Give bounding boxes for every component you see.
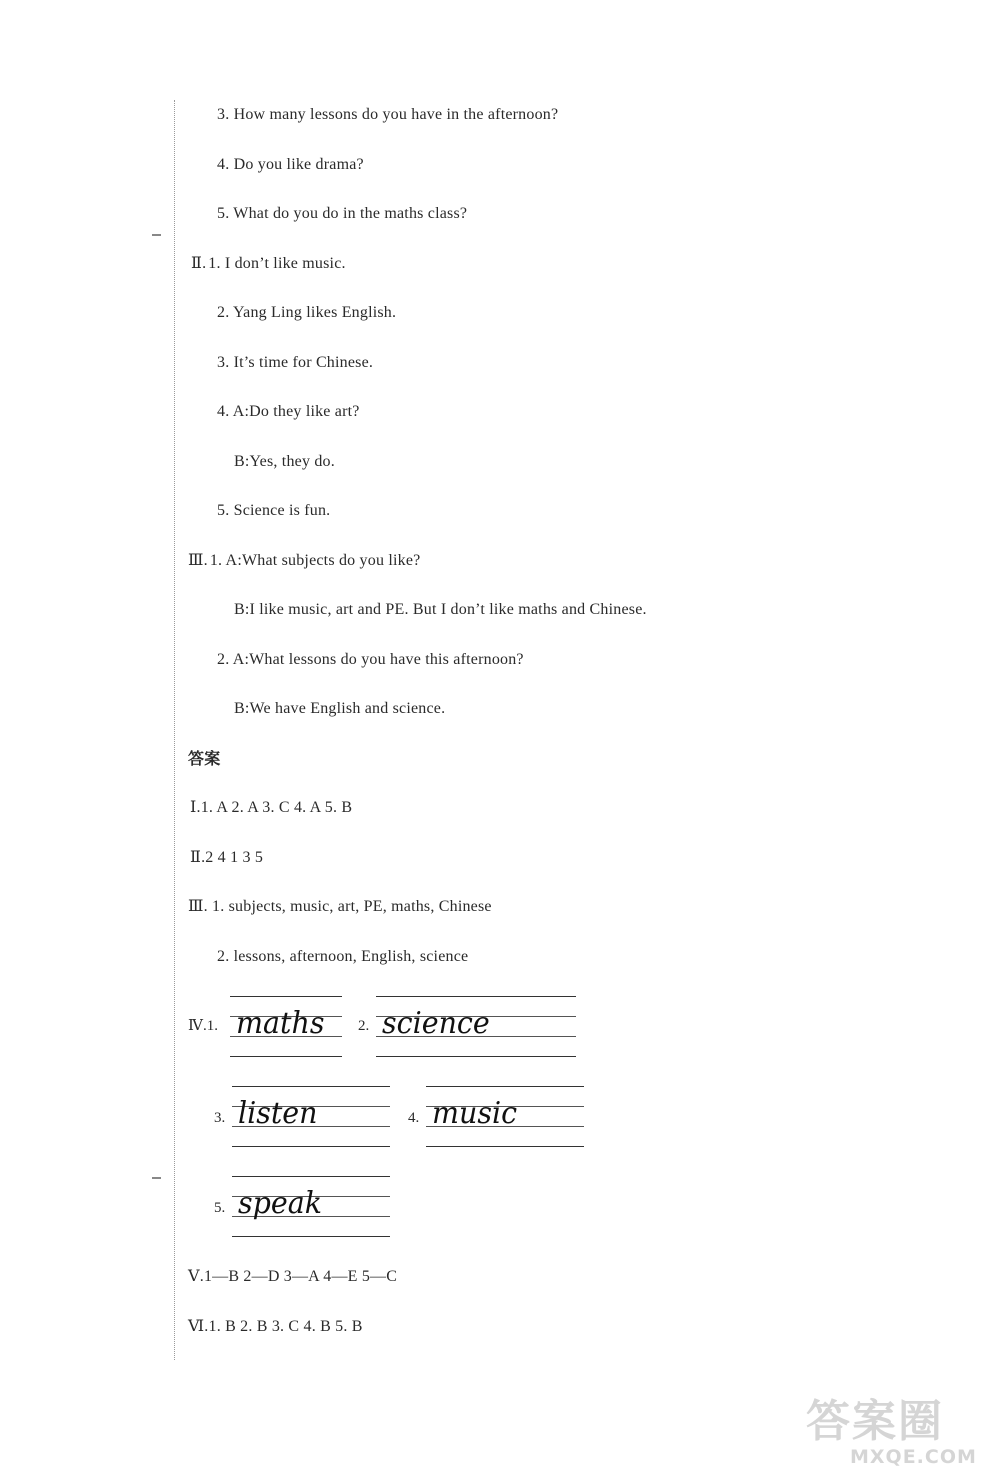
answer-line: Ⅰ.1. A 2. A 3. C 4. A 5. B: [190, 799, 353, 816]
section-label: Ⅲ.: [188, 552, 208, 569]
watermark-logo-text: 答案圈: [806, 1396, 944, 1447]
handwritten-word: speak: [238, 1186, 323, 1221]
item-number: 1.: [206, 1018, 218, 1034]
item-number: 2.: [358, 1018, 370, 1034]
transcript-line: 3. It’s time for Chinese.: [217, 354, 374, 371]
handwritten-word: maths: [236, 1006, 325, 1041]
margin-tick: [152, 234, 161, 236]
transcript-line: B:I like music, art and PE. But I don’t like maths and Chinese.: [234, 601, 647, 618]
transcript-line: 5. Science is fun.: [217, 502, 331, 519]
transcript-line: 4. A:Do they like art?: [217, 403, 360, 420]
transcript-line: B:We have English and science.: [234, 700, 446, 717]
answer-line: Ⅲ. 1. subjects, music, art, PE, maths, Chinese: [188, 898, 492, 915]
transcript-text: 1. A:What subjects do you like?: [209, 552, 421, 569]
transcript-text: 1. I don’t like music.: [208, 255, 346, 272]
answer-line: Ⅴ.1—B 2—D 3—A 4—E 5—C: [188, 1268, 398, 1285]
transcript-line: [188, 551, 420, 571]
transcript-line: 2. Yang Ling likes English.: [217, 304, 397, 321]
item-number: 5.: [214, 1200, 226, 1216]
writing-block: [426, 1086, 584, 1146]
transcript-line: 2. A:What lessons do you have this afternoon?: [217, 651, 524, 668]
writing-block: [376, 996, 576, 1056]
answer-line: Ⅱ.2 4 1 3 5: [190, 849, 264, 866]
transcript-line: 3. How many lessons do you have in the afternoon?: [217, 106, 559, 123]
writing-block: [230, 996, 342, 1056]
writing-block: [232, 1176, 390, 1236]
item-number: 3.: [214, 1110, 226, 1126]
margin-tick: [152, 1177, 161, 1179]
answers-heading: 答案: [188, 749, 221, 768]
transcript-line: B:Yes, they do.: [234, 453, 335, 470]
transcript-line: 4. Do you like drama?: [217, 156, 364, 173]
answer-line: 2. lessons, afternoon, English, science: [217, 948, 469, 965]
answer-line: Ⅵ.1. B 2. B 3. C 4. B 5. B: [188, 1318, 363, 1335]
binding-margin-line: [174, 100, 175, 1360]
handwritten-word: listen: [238, 1096, 318, 1131]
transcript-line: 5. What do you do in the maths class?: [217, 205, 468, 222]
site-watermark: [806, 1398, 991, 1468]
writing-block: [232, 1086, 390, 1146]
section-label: Ⅳ.: [188, 1018, 207, 1034]
watermark-domain: MXQE.COM: [850, 1446, 977, 1468]
handwritten-word: science: [382, 1006, 490, 1041]
transcript-line: [191, 254, 346, 274]
item-number: 4.: [408, 1110, 420, 1126]
handwritten-word: music: [432, 1096, 518, 1131]
answer-line: [188, 1016, 218, 1036]
section-label: Ⅱ.: [191, 255, 207, 272]
